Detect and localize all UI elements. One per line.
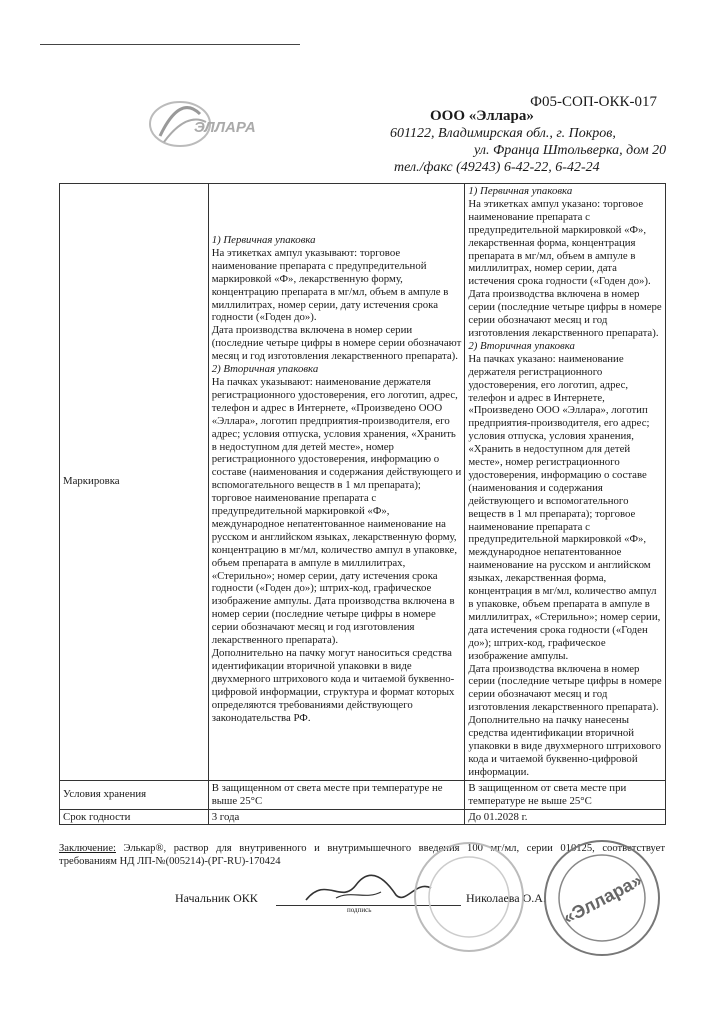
paragraph: 2) Вторичная упаковка bbox=[468, 339, 575, 352]
paragraph: 1) Первичная упаковка bbox=[211, 234, 316, 246]
faded-stamp bbox=[410, 838, 528, 956]
signature-caption: подпись bbox=[347, 906, 372, 914]
document-number: Ф05-СОП-ОКК-017 bbox=[530, 94, 657, 110]
logo-wordmark: ЭЛЛАРА bbox=[194, 119, 256, 136]
paragraph: Дата производства включена в номер серии (последние четыре цифры в номере серии обозначают месяц и год изготовления лекарственного препарата). bbox=[468, 662, 662, 714]
company-name: ООО «Эллара» bbox=[430, 108, 534, 124]
paragraph: На этикетках ампул указано: торговое наименование препарата с предупредительной маркировкой «Ф», лекарственная форма, концентрация препарата в мг/мл, объем в ампуле в миллилитрах, номер серии, дата истечения срока годности («Годен до»). bbox=[468, 197, 651, 288]
paragraph: Дополнительно на пачку нанесены средства идентификации вторичной упаковки в виде двухмерного штрихового кода и читаемой буквенно-цифровой информации. bbox=[468, 714, 662, 778]
company-address-1: 601122, Владимирская обл., г. Покров, bbox=[390, 126, 616, 141]
company-address-2: ул. Франца Штольверка, дом 20 bbox=[474, 143, 667, 158]
storage-result-cell: В защищенном от света месте при температуре не выше 25°С bbox=[465, 780, 666, 809]
shelf-life-spec-cell: 3 года bbox=[208, 809, 465, 825]
conclusion-label: Заключение: bbox=[59, 843, 116, 854]
signatory-name: Николаева О.А. bbox=[466, 891, 546, 905]
storage-spec-cell: В защищенном от света месте при температуре не выше 25°С bbox=[208, 780, 465, 809]
paragraph: На пачках указано: наименование держателя регистрационного удостоверения, его логотип, адрес, телефон и адрес в Интернете, «Произведено ООО «Эллара», логотип предприятия-производителя, его адрес; условия отпуска, условия хранения, «Хранить в недоступном для детей месте», номер регистрационного удостоверения, информацию о составе (наименования и содержания действующего и вспомогательного веществ в 1 мл препарата); торговое наименование препарата с предупредительной маркировкой «Ф», международное непатентованное наименование на русском и английском языках, лекарственная форма, концентрация в мг/мл, количество ампул в упаковке, объем препарата в ампуле в миллилитрах, «Стерильно»; номер серии, дата истечения срока годности («Годен до»); штрих-код, графическое изображение ампулы. bbox=[468, 352, 661, 662]
paragraph: Дата производства включена в номер серии (последние четыре цифры в номере серии обозначают месяц и год изготовления лекарственного препарата). bbox=[211, 324, 462, 363]
paragraph: Дополнительно на пачку могут наноситься средства идентификации вторичной упаковки в виде двухмерного штрихового кода и читаемой буквенно-цифровой информации, структура и формат которых определяются требованиями действующего законодательства РФ. bbox=[211, 647, 455, 724]
stamp-text: «Эллара» bbox=[559, 869, 646, 928]
conclusion-text: Элькар®, раствор для внутривенного и внутримышечного введения 100 мг/мл, серии 010125, соответствует требованиям НД ЛП-№(005214)-(РГ-RU)-170424 bbox=[59, 843, 665, 867]
row-label: Срок годности bbox=[60, 809, 209, 825]
paragraph: На пачках указывают: наименование держателя регистрационного удостоверения, его логотип, адрес, телефон и адрес в Интернете, «Произведено ООО «Эллара», логотип предприятия-производителя, его адрес; условия отпуска, условия хранения, «Хранить в недоступном для детей месте», номер регистрационного удостоверения, информацию о составе (наименования и содержания действующего и вспомогательного веществ в 1 мл препарата); торговое наименование препарата с предупредительной маркировкой «Ф», международное непатентованное наименование на русском и английском языках, лекарственную форму, концентрацию в мг/мл, количество ампул в упаковке, объем препарата в ампуле в миллилитрах, «Стерильно»; номер серии, дату истечения срока годности («Годен до»); штрих-код, графическое изображение ампулы. Дата производства включена в номер серии (последние четыре цифры в номере серии обозначают месяц и год изготовления лекарственного препарата). bbox=[211, 375, 462, 647]
shelf-life-result-cell: До 01.2028 г. bbox=[465, 809, 666, 825]
company-stamp bbox=[541, 837, 663, 959]
marking-spec-column bbox=[208, 184, 465, 781]
company-block bbox=[390, 108, 666, 176]
spec-table bbox=[59, 183, 666, 825]
paragraph: 2) Вторичная упаковка bbox=[211, 363, 319, 376]
company-logo bbox=[140, 92, 280, 154]
table-row-shelf-life bbox=[60, 809, 666, 825]
paragraph: Дата производства включена в номер серии (последние четыре цифры в номере серии обозначают месяц и год изготовления лекарственного препарата). bbox=[468, 288, 662, 339]
row-label: Маркировка bbox=[60, 184, 209, 781]
signatory-role: Начальник ОКК bbox=[175, 891, 258, 905]
marking-result-column bbox=[465, 184, 666, 781]
table-row-storage bbox=[60, 780, 666, 809]
paragraph: 1) Первичная упаковка bbox=[468, 185, 573, 197]
company-phone: тел./факс (49243) 6-42-22, 6-42-24 bbox=[394, 160, 600, 175]
paragraph: На этикетках ампул указывают: торговое наименование препарата с предупредительной маркировкой «Ф», лекарственную форму, концентрацию препарата в мг/мл, объем в ампуле в миллилитрах, номер серии, дату истечения срока годности («Годен до»). bbox=[211, 246, 449, 324]
table-row-marking bbox=[60, 184, 666, 781]
top-rule bbox=[40, 44, 300, 45]
row-label: Условия хранения bbox=[60, 780, 209, 809]
